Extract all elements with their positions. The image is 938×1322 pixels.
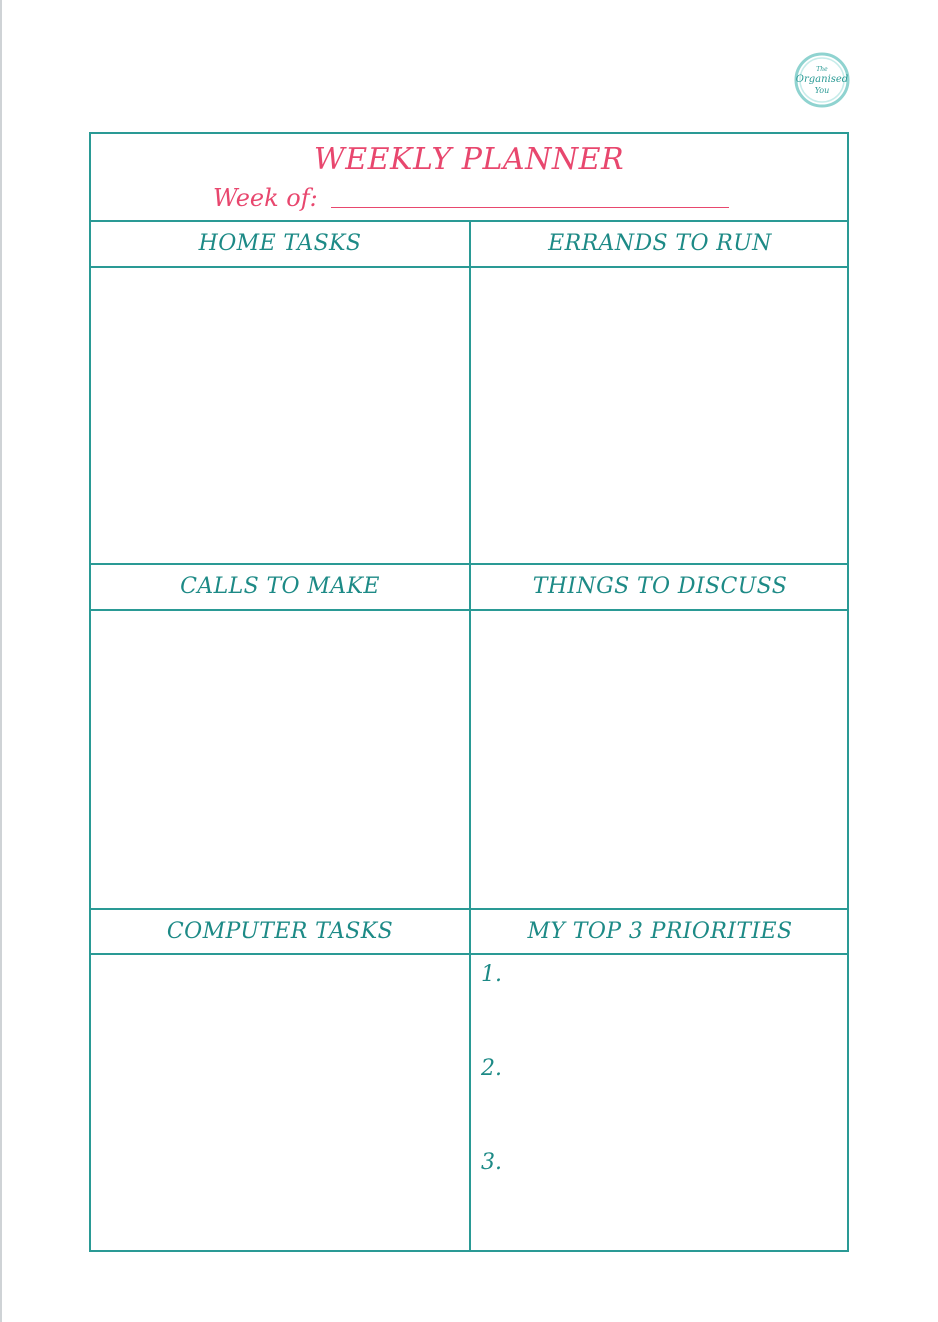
organised-you-logo-icon [793, 51, 851, 109]
calls-area[interactable] [91, 611, 469, 908]
logo-line-3: You [814, 86, 830, 95]
page-edge [0, 0, 2, 1322]
week-of-fill-line[interactable] [331, 207, 729, 208]
errands-area[interactable] [471, 268, 847, 563]
weekly-planner-table [89, 132, 849, 1252]
section-heading-errands: ERRANDS TO RUN [548, 231, 772, 256]
logo-line-2: Organised [795, 74, 849, 85]
section-heading-priorities: MY TOP 3 PRIORITIES [527, 919, 793, 944]
section-heading-calls: CALLS TO MAKE [180, 574, 380, 599]
page-title: WEEKLY PLANNER [313, 142, 625, 177]
priority-1[interactable]: 1. [481, 962, 502, 987]
computer-tasks-area[interactable] [91, 955, 469, 1250]
priority-3[interactable]: 3. [481, 1150, 502, 1175]
logo-line-1: The [816, 66, 828, 73]
section-heading-computer-tasks: COMPUTER TASKS [166, 919, 394, 944]
section-heading-discuss: THINGS TO DISCUSS [532, 574, 788, 599]
section-heading-home-tasks: HOME TASKS [198, 231, 362, 256]
week-of-label: Week of: [213, 184, 318, 212]
discuss-area[interactable] [471, 611, 847, 908]
priority-2[interactable]: 2. [481, 1056, 502, 1081]
home-tasks-area[interactable] [91, 268, 469, 563]
